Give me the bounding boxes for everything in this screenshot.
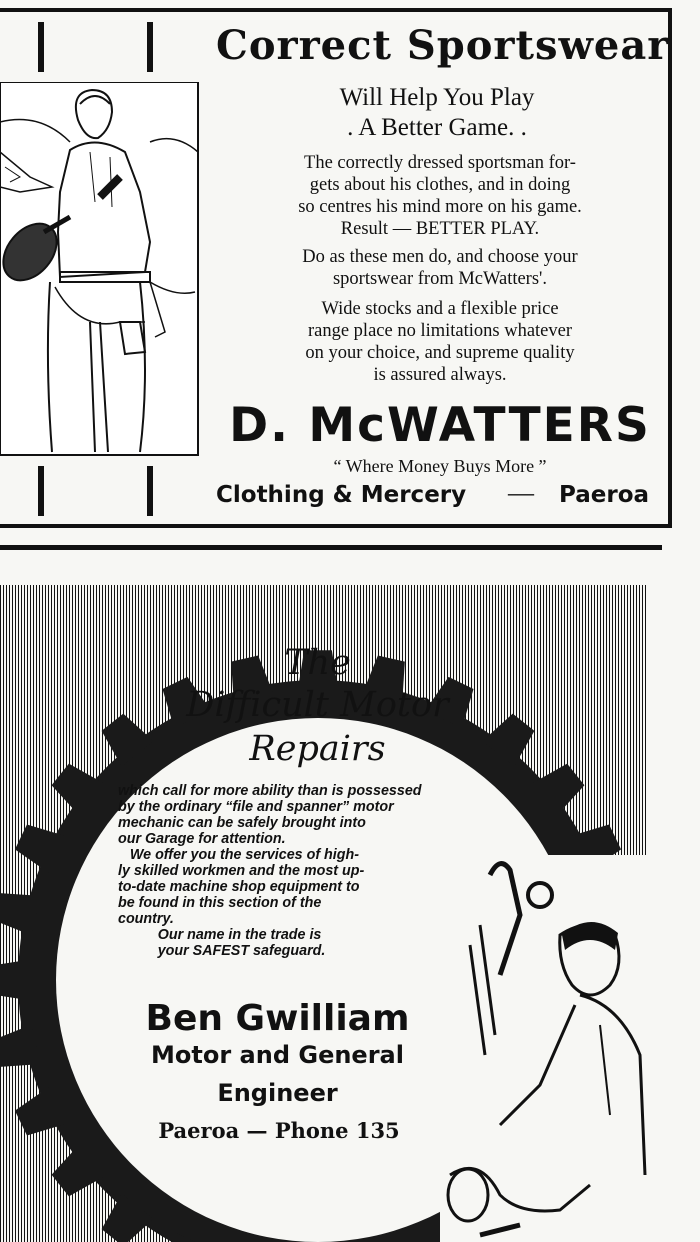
text-line: We offer you the services of high- [118, 847, 359, 863]
decorative-bar [147, 22, 153, 72]
text-line: mechanic can be safely brought into [118, 815, 366, 831]
business-title-1: Motor and General [151, 1041, 404, 1069]
gwilliam-advertisement [0, 585, 648, 1242]
decorative-bar [38, 466, 44, 516]
text-line: range place no limitations whatever [307, 321, 573, 341]
mechanic-drawing [440, 855, 648, 1242]
text-line: The correctly dressed sportsman for- [304, 153, 576, 173]
business-name: Ben Gwilliam [145, 998, 410, 1039]
text-line: on your choice, and supreme quality [305, 343, 575, 363]
mechanic-illustration [440, 855, 648, 1242]
text-line: Do as these men do, and choose your [302, 247, 578, 267]
mcwatters-advertisement [0, 0, 700, 528]
decorative-bar [38, 22, 44, 72]
text-line: is assured always. [373, 365, 507, 385]
paragraph-2 [250, 246, 630, 290]
text-line: by the ordinary “file and spanner” motor [118, 799, 394, 815]
subheadline-1: Will Help You Play [339, 84, 535, 111]
text-line: to-date machine shop equipment to [118, 879, 360, 895]
footer-dash: — [508, 478, 534, 507]
slogan: “ Where Money Buys More ” [333, 456, 547, 476]
subheadline-2: . A Better Game. . [347, 114, 527, 141]
text-line: country. [118, 911, 174, 927]
text-line: which call for more ability than is possessed [118, 783, 422, 799]
footer-left: Clothing & Mercery [216, 482, 467, 508]
brand-name: D. McWATTERS [229, 398, 651, 453]
sportsman-illustration [0, 82, 200, 457]
footer-right: Paeroa [559, 482, 650, 508]
text-line: so centres his mind more on his game. [298, 197, 582, 217]
paragraph-1 [250, 152, 630, 240]
headline-line-2: Difficult Motor [186, 685, 449, 725]
headline-line-1: The [284, 643, 351, 683]
text-line: gets about his clothes, and in doing [309, 175, 571, 195]
text-line: sportswear from McWatters'. [332, 269, 547, 289]
decorative-bar [147, 466, 153, 516]
text-line: Result — BETTER PLAY. [340, 219, 540, 239]
gear-tooth [0, 960, 29, 1001]
divider-rule [0, 545, 662, 550]
text-line: Wide stocks and a flexible price [321, 299, 559, 319]
text-line: our Garage for attention. [118, 831, 286, 847]
headline: Correct Sportswear [216, 22, 670, 69]
headline-line-3: Repairs [249, 729, 386, 769]
location-phone: Paeroa — Phone 135 [158, 1118, 400, 1143]
paragraph-3 [250, 298, 630, 386]
text-line: be found in this section of the [118, 895, 322, 911]
text-line: ly skilled workmen and the most up- [118, 863, 365, 879]
business-title-2: Engineer [217, 1079, 338, 1107]
sportsman-drawing [0, 82, 200, 457]
text-line: Our name in the trade is [118, 927, 322, 943]
text-line: your SAFEST safeguard. [118, 943, 326, 959]
